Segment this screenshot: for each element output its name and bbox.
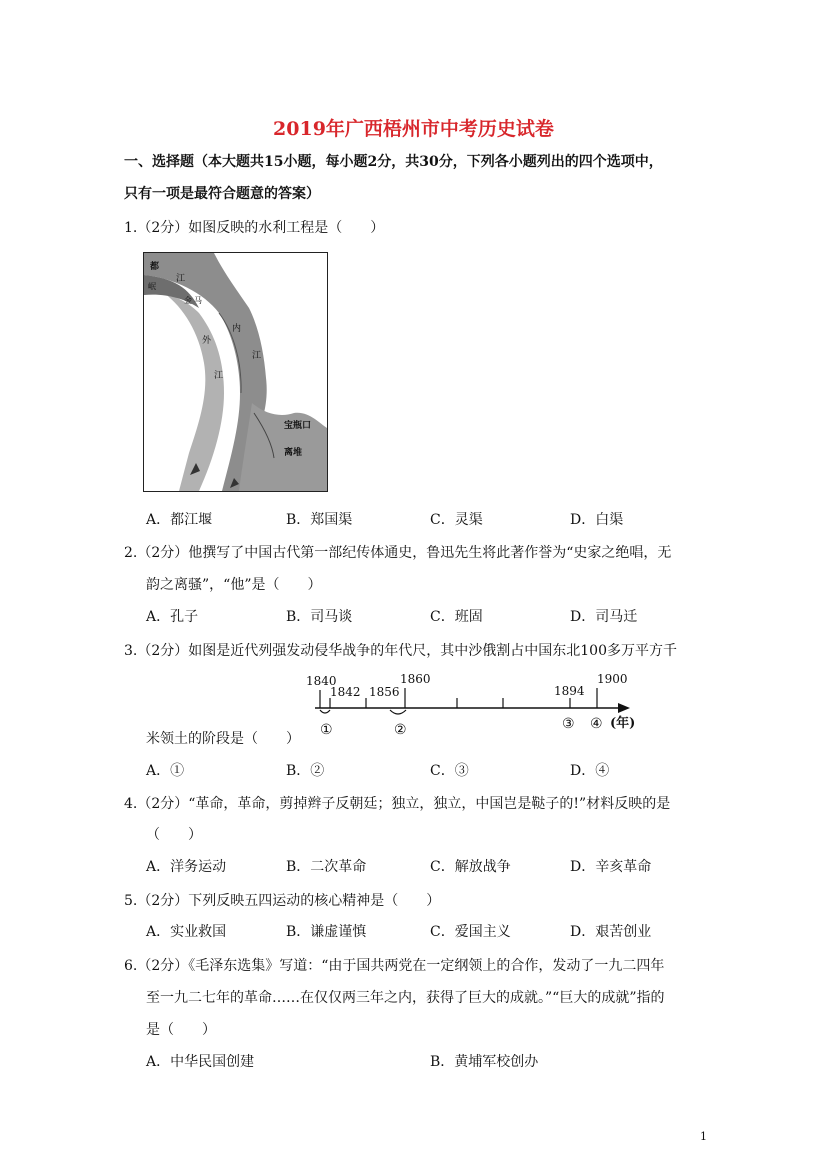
- map-label-1: 都: [150, 262, 160, 272]
- timeline-year-1856: 1856: [369, 685, 400, 699]
- timeline-marker-1: ①: [320, 722, 333, 738]
- map-label-9: 江: [214, 371, 224, 381]
- q5-option-d[interactable]: D．艰苦创业: [570, 924, 652, 940]
- dujiangyan-map-svg: [144, 253, 327, 491]
- q2-option-a[interactable]: A．孔子: [146, 609, 199, 625]
- question-3-timeline: [300, 668, 650, 740]
- q1-option-d[interactable]: D．白渠: [570, 512, 624, 528]
- timeline-svg: [300, 668, 650, 740]
- page-title: 2019年广西梧州市中考历史试卷: [273, 118, 554, 140]
- q2-option-c[interactable]: C．班固: [430, 609, 483, 625]
- map-label-4: 马: [194, 296, 202, 305]
- section-heading-line-2: 只有一项是最符合题意的答案）: [124, 186, 320, 202]
- timeline-year-1860: 1860: [400, 672, 431, 686]
- timeline-marker-3: ③: [562, 716, 575, 732]
- question-4-stem-line-2: （ ）: [146, 827, 202, 843]
- map-label-8: 外: [202, 336, 212, 346]
- q1-option-a[interactable]: A．都江堰: [146, 512, 213, 528]
- question-6-stem-line-1: 6.（2分）《毛泽东选集》写道：“由于国共两党在一定纲领上的合作，发动了一九二四年: [124, 958, 665, 974]
- q3-option-b[interactable]: B．②: [286, 763, 325, 779]
- q6-option-b[interactable]: B．黄埔军校创办: [430, 1054, 539, 1070]
- question-3-stem-line-1: 3.（2分）如图是近代列强发动侵华战争的年代尺，其中沙俄割占中国东北100多万平方千: [124, 643, 677, 659]
- q5-option-c[interactable]: C．爱国主义: [430, 924, 511, 940]
- q1-option-b[interactable]: B．郑国渠: [286, 512, 353, 528]
- page-number: 1: [700, 1130, 707, 1143]
- question-1-stem: 1.（2分）如图反映的水利工程是（ ）: [124, 220, 385, 236]
- q3-option-d[interactable]: D．④: [570, 763, 610, 779]
- timeline-year-1900: 1900: [597, 672, 628, 686]
- question-2-stem-line-2: 韵之离骚”，“他”是（ ）: [146, 577, 322, 593]
- question-6-stem-line-3: 是（ ）: [146, 1022, 216, 1038]
- question-4-stem-line-1: 4.（2分）“革命，革命，剪掉辫子反朝廷；独立，独立，中国岂是鞑子的!”材料反映的是: [124, 796, 671, 812]
- q4-option-c[interactable]: C．解放战争: [430, 859, 511, 875]
- q4-option-a[interactable]: A．洋务运动: [146, 859, 227, 875]
- q1-option-c[interactable]: C．灵渠: [430, 512, 483, 528]
- q4-option-b[interactable]: B．二次革命: [286, 859, 367, 875]
- question-3-stem-line-2: 米领土的阶段是（ ）: [146, 731, 300, 747]
- q5-option-b[interactable]: B．谦虚谨慎: [286, 924, 367, 940]
- timeline-year-1840: 1840: [306, 674, 337, 688]
- timeline-unit: (年): [610, 716, 636, 731]
- q3-option-a[interactable]: A．①: [146, 763, 185, 779]
- q2-option-b[interactable]: B．司马谈: [286, 609, 353, 625]
- q6-option-a[interactable]: A．中华民国创建: [146, 1054, 255, 1070]
- q4-option-d[interactable]: D．辛亥革命: [570, 859, 652, 875]
- map-label-6: 内: [232, 324, 242, 334]
- question-1-map: [143, 252, 328, 492]
- map-label-baopingkou: 宝瓶口: [284, 421, 312, 431]
- q3-option-c[interactable]: C．③: [430, 763, 469, 779]
- map-label-lidui: 离堆: [284, 448, 303, 458]
- timeline-marker-2: ②: [394, 722, 407, 738]
- section-heading-line-1: 一、选择题（本大题共15小题，每小题2分，共30分，下列各小题列出的四个选项中，: [124, 154, 663, 170]
- question-6-stem-line-2: 至一九二七年的革命……在仅仅两三年之内，获得了巨大的成就。”“巨大的成就”指的: [146, 990, 665, 1006]
- map-label-7: 江: [252, 351, 262, 361]
- question-2-stem-line-1: 2.（2分）他撰写了中国古代第一部纪传体通史，鲁迅先生将此著作誉为“史家之绝唱，无: [124, 545, 672, 561]
- timeline-marker-4: ④: [590, 716, 603, 732]
- question-5-stem: 5.（2分）下列反映五四运动的核心精神是（ ）: [124, 893, 441, 909]
- q5-option-a[interactable]: A．实业救国: [146, 924, 227, 940]
- map-label-3: 金: [184, 296, 192, 305]
- map-label-2: 江: [176, 274, 186, 284]
- timeline-year-1894: 1894: [554, 684, 585, 698]
- q2-option-d[interactable]: D．司马迁: [570, 609, 638, 625]
- map-label-5: 岷: [148, 282, 156, 291]
- timeline-year-1842: 1842: [330, 685, 361, 699]
